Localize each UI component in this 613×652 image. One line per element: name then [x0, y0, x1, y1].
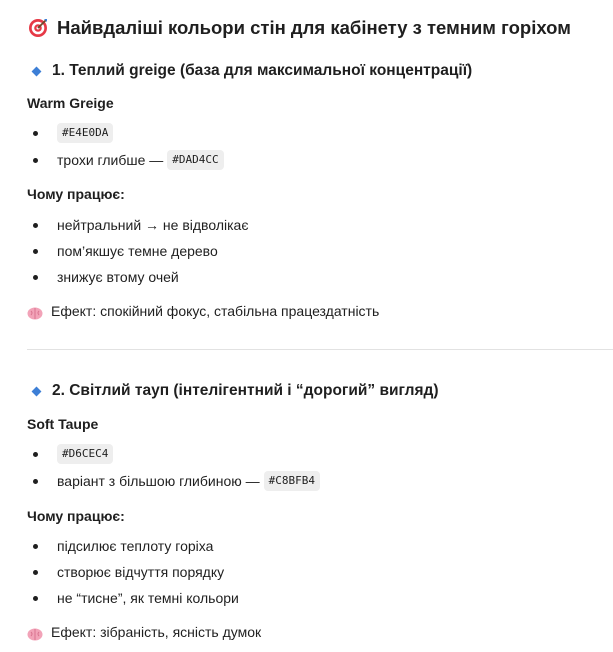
list-item: знижує втому очей — [33, 267, 179, 287]
list-item: варіант з більшою глибиною — #C8BFB4 — [33, 471, 320, 491]
blue-diamond-icon — [32, 386, 42, 396]
bullet-dot — [33, 596, 38, 601]
list-item: не “тисне”, як темні кольори — [33, 588, 239, 608]
brain-icon — [27, 626, 43, 639]
list-item: створює відчуття порядку — [33, 562, 224, 582]
section-2-effect: Ефект: зібраність, ясність думок — [27, 622, 261, 642]
page-title — [28, 14, 571, 42]
bullet-dot — [33, 570, 38, 575]
section-1-why-label: Чому працює: — [27, 186, 125, 202]
list-item: пом’якшує темне дерево — [33, 241, 218, 261]
section-2-heading: 2. Світлий тауп (інтелігентний і “дорогий” вигляд) — [32, 380, 439, 402]
section-2-color-name: Soft Taupe — [27, 416, 99, 432]
bullet-dot — [33, 544, 38, 549]
list-item — [33, 444, 113, 464]
brain-icon — [27, 305, 43, 318]
bullet-dot — [33, 223, 38, 228]
list-item: трохи глибше — #DAD4CC — [33, 150, 224, 170]
bullet-dot — [33, 158, 38, 163]
color-code: #E4E0DA — [57, 123, 113, 143]
bullet-dot — [33, 479, 38, 484]
section-2-why-label: Чому працює: — [27, 508, 125, 524]
color-code: #D6CEC4 — [57, 444, 113, 464]
list-item — [33, 123, 113, 143]
color-code: #C8BFB4 — [264, 471, 320, 491]
section-1-heading: 1. Теплий greige (база для максимальної концентрації) — [32, 60, 472, 82]
section-1-color-name: Warm Greige — [27, 95, 114, 111]
bullet-dot — [33, 131, 38, 136]
page-title-text: Найвдаліші кольори стін для кабінету з темним горіхом — [57, 17, 571, 38]
color-code: #DAD4CC — [167, 150, 223, 170]
section-divider — [27, 349, 613, 350]
blue-diamond-icon — [32, 66, 42, 76]
list-item: нейтральний → не відволікає — [33, 215, 248, 235]
bullet-dot — [33, 249, 38, 254]
bullet-dot — [33, 275, 38, 280]
bullet-dot — [33, 452, 38, 457]
section-1-effect: Ефект: спокійний фокус, стабільна працездатність — [27, 301, 379, 321]
target-icon — [28, 18, 48, 38]
list-item: підсилює теплоту горіха — [33, 536, 213, 556]
